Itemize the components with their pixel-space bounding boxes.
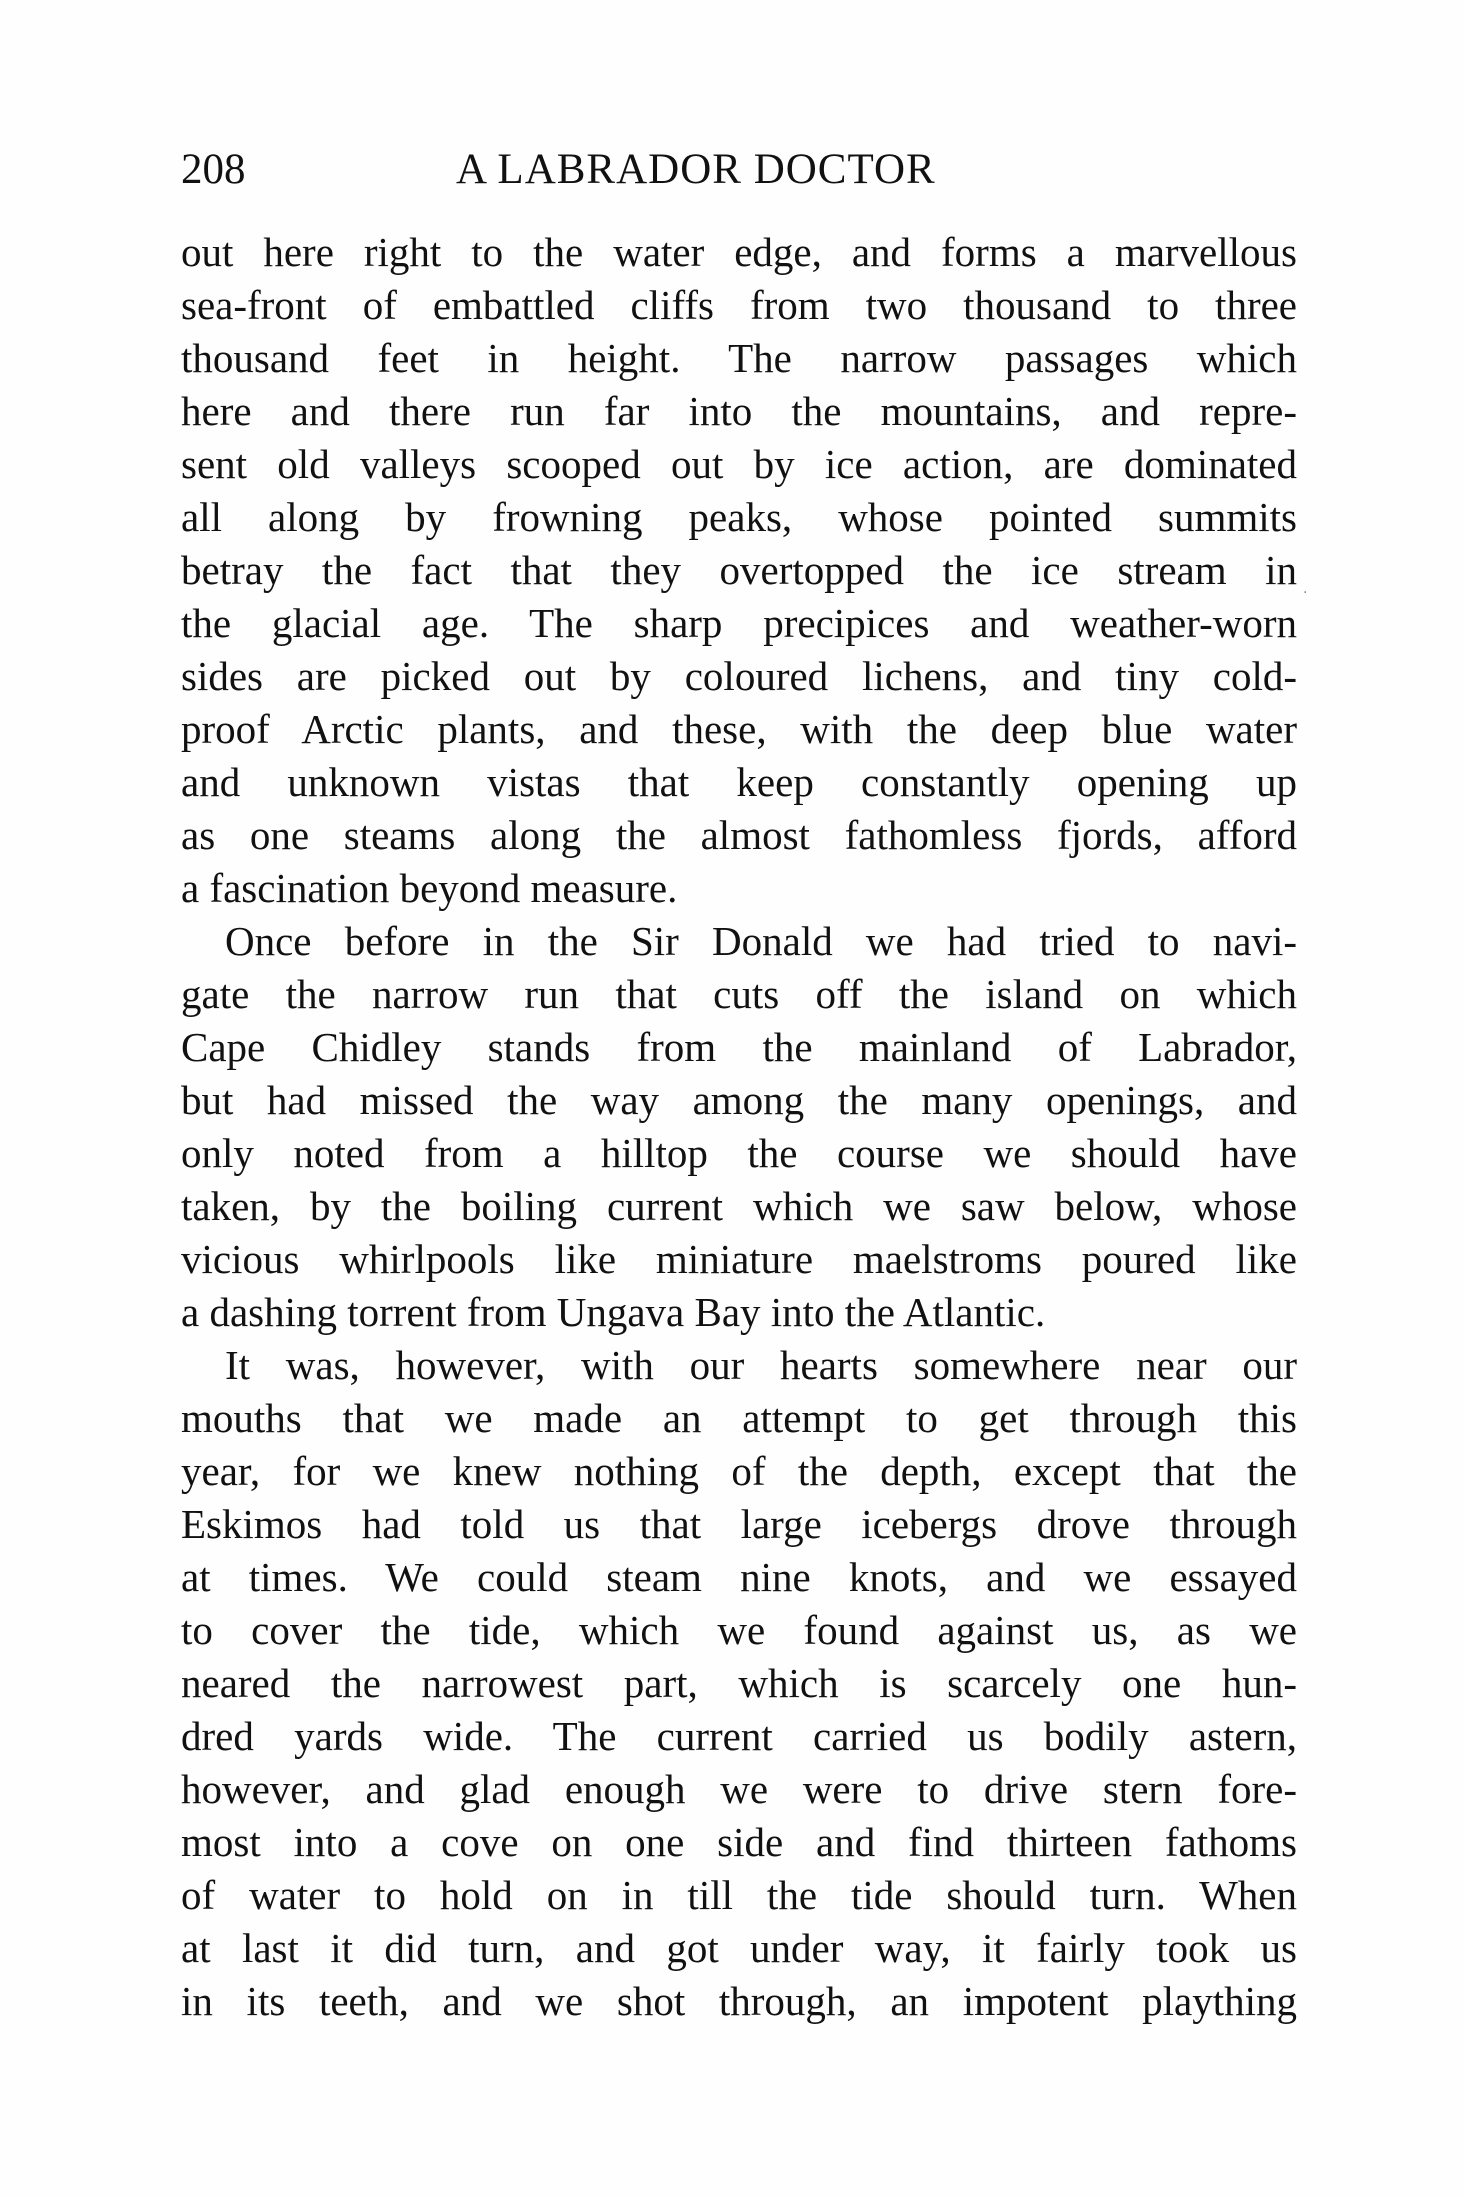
text-line: only noted from a hilltop the course we should have — [181, 1130, 1297, 1176]
text-line: gate the narrow run that cuts off the island on which — [181, 971, 1297, 1017]
text-line: a fascination beyond measure. — [181, 865, 678, 911]
text-line: Once before in the Sir Donald we had tried to navi- — [225, 918, 1297, 964]
text-line: proof Arctic plants, and these, with the deep blue water — [181, 706, 1297, 752]
text-line: a dashing torrent from Ungava Bay into the Atlantic. — [181, 1289, 1046, 1335]
text-line: and unknown vistas that keep constantly opening up — [181, 759, 1297, 805]
text-line: It was, however, with our hearts somewhere near our — [225, 1342, 1297, 1388]
text-line: betray the fact that they overtopped the ice stream in — [181, 547, 1297, 593]
text-line: however, and glad enough we were to drive stern fore- — [181, 1766, 1297, 1812]
body-text — [181, 226, 1297, 2028]
page-header — [181, 140, 1297, 200]
text-line: vicious whirlpools like miniature maelstroms poured like — [181, 1236, 1297, 1282]
text-line: at last it did turn, and got under way, it fairly took us — [181, 1925, 1297, 1971]
text-line: taken, by the boiling current which we saw below, whose — [181, 1183, 1297, 1229]
text-line: thousand feet in height. The narrow passages which — [181, 335, 1297, 381]
text-line: neared the narrowest part, which is scarcely one hun- — [181, 1660, 1297, 1706]
text-line: sides are picked out by coloured lichens, and tiny cold- — [181, 653, 1297, 699]
running-title: A LABRADOR DOCTOR — [456, 146, 936, 193]
text-line: Cape Chidley stands from the mainland of Labrador, — [181, 1024, 1297, 1070]
scan-speck-decoration: · — [1303, 585, 1308, 601]
text-line: of water to hold on in till the tide should turn. When — [181, 1872, 1297, 1918]
text-line: mouths that we made an attempt to get through this — [181, 1395, 1297, 1441]
text-line: Eskimos had told us that large icebergs drove through — [181, 1501, 1297, 1547]
text-line: sea-front of embattled cliffs from two thousand to three — [181, 282, 1297, 328]
text-line: all along by frowning peaks, whose pointed summits — [181, 494, 1297, 540]
page-number: 208 — [181, 146, 246, 193]
text-line: in its teeth, and we shot through, an impotent plaything — [181, 1978, 1297, 2024]
text-line: year, for we knew nothing of the depth, except that the — [181, 1448, 1297, 1494]
text-line: dred yards wide. The current carried us bodily astern, — [181, 1713, 1297, 1759]
text-line: sent old valleys scooped out by ice action, are dominated — [181, 441, 1297, 487]
text-line: here and there run far into the mountains, and repre- — [181, 388, 1297, 434]
text-line: but had missed the way among the many openings, and — [181, 1077, 1297, 1123]
text-line: at times. We could steam nine knots, and we essayed — [181, 1554, 1297, 1600]
text-line: as one steams along the almost fathomless fjords, afford — [181, 812, 1297, 858]
text-line: to cover the tide, which we found against us, as we — [181, 1607, 1297, 1653]
text-line: the glacial age. The sharp precipices and weather-worn — [181, 600, 1297, 646]
text-line: most into a cove on one side and find thirteen fathoms — [181, 1819, 1297, 1865]
text-line: out here right to the water edge, and forms a marvellous — [181, 229, 1297, 275]
